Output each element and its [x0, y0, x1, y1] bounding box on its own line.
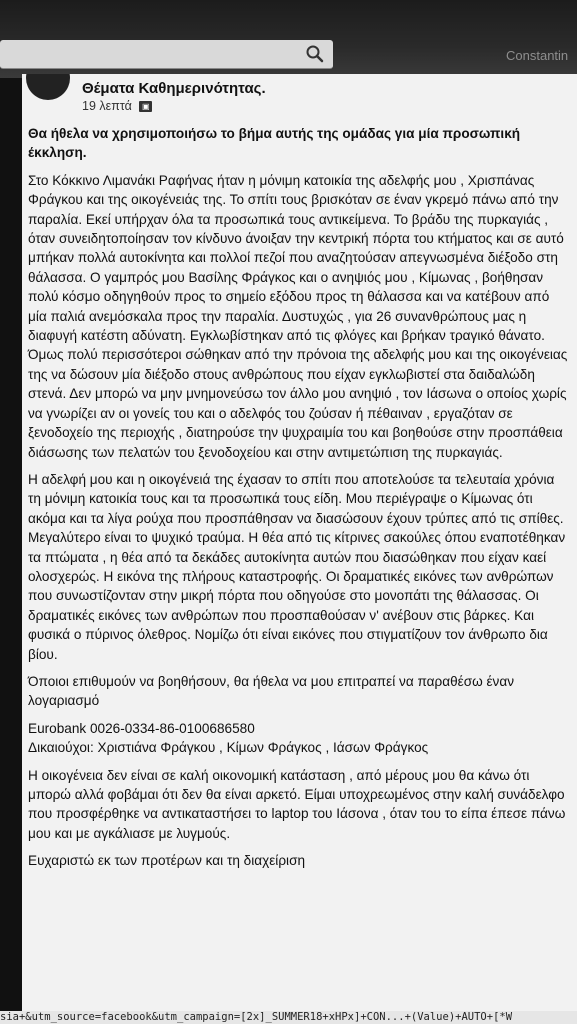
- post-card: [22, 74, 577, 1011]
- post-text: [28, 124, 570, 879]
- post-closing: Ευχαριστώ εκ των προτέρων και τη διαχείριση: [28, 853, 306, 869]
- browser-top-bar: [0, 0, 577, 78]
- status-bar-url: sia+&utm_source=facebook&utm_campaign=[2x]_SUMMER18+xHPx]+CON...+(Value)+AUTO+[*W: [0, 1011, 577, 1024]
- beneficiaries: Δικαιούχοι: Χριστιάνα Φράγκου , Κίμων Φράγκος , Ιάσων Φράγκος: [28, 740, 429, 756]
- post-intro: Θα ήθελα να χρησιμοποιήσω το βήμα αυτής της ομάδας για μία προσωπική έκκληση.: [28, 126, 521, 161]
- audience-group-icon: ▣: [139, 101, 152, 112]
- post-time-text: 19 λεπτά: [82, 99, 132, 113]
- post-paragraph-4: Η οικογένεια δεν είναι σε καλή οικονομική κατάσταση , από μέρους μου θα κάνω ότι μπορώ αλλά φοβάμαι ότι δεν θα είναι αρκετό. Είμαι υποχρεωμένος στην καλή συνάδελφο που προσφέρθηκε να αντικαταστήσει το laptop του Ιάσονα , όταν του το είπα έπεσε πάνω μου και με αγκάλιασε με λυγμούς.: [28, 767, 566, 841]
- group-avatar[interactable]: [26, 74, 70, 100]
- bank-account: Eurobank 0026-0334-86-0100686580: [28, 720, 255, 736]
- search-icon[interactable]: [305, 44, 325, 64]
- post-paragraph-3: Όποιοι επιθυμούν να βοηθήσουν, θα ήθελα να μου επιτραπεί να παραθέσω έναν λογαριασμό: [28, 673, 515, 709]
- post-paragraph-2: Η αδελφή μου και η οικογένειά της έχασαν το σπίτι που αποτελούσε τα τελευταία χρόνια τη μόνιμη κατοικία τους και τα προσωπικά τους είδη. Μου περιέγραψε ο Κίμωνας ότι ακόμα και τα λίγα ρούχα που προσπάθησαν να διασώσουν έχουν τρύπες από τις σπίθες. Μεγαλύτερο είναι το ψυχικό τραύμα. Η θέα από τις κίτρινες σακούλες όπου εναποτέθηκαν τα πτώματα , η θέα από τα δεκάδες αυτοκίνητα αυτών που διασώθηκαν που είχαν καεί ολοσχερώς. Η εικόνα της πλήρους καταστροφής. Οι δραματικές εικόνες των ανθρώπων που συνωστίζονταν στην μικρή πόρτα που οδηγούσε στο μονοπάτι της θάλασσας. Οι δραματικές εικόνες των ανθρώπων που προσπαθούσαν ν' ανέβουν στις βάρκες. Και φυσικά ο πύρινος όλεθρος. Νομίζω ότι είναι εικόνες που στιγματίζουν τον άνθρωπο δια βίου.: [28, 471, 566, 662]
- search-bar[interactable]: [0, 40, 333, 69]
- post-timestamp[interactable]: [82, 99, 152, 113]
- profile-name-link[interactable]: Constantin: [506, 48, 569, 63]
- group-name-link[interactable]: Θέματα Καθημερινότητας.: [82, 80, 266, 97]
- post-paragraph-1: Στο Κόκκινο Λιμανάκι Ραφήνας ήταν η μόνιμη κατοικία της αδελφής μου , Χρισπάνας Φράγκου και της οικογένειάς της. Το σπίτι τους βρισκόταν σε έναν γκρεμό πάνω από την παραλία. Εκεί υπήρχαν όλα τα προσωπικά τους αντικείμενα. Το βράδυ της πυρκαγιάς , όταν συνειδητοποίησαν τον κίνδυνο άνοιξαν την κεντρική πόρτα του κτήματος και σε αυτό μπήκαν πολλά αυτοκίνητα και πολλοί πεζοί που αναζητούσαν απεγνωσμένα διέξοδο στη θάλασσα. Ο γαμπρός μου Βασίλης Φράγκος και ο ανηψιός μου , Κίμωνας , βοήθησαν πολύ κόσμο οδηγηθούν προς το σημείο εξόδου προς τη θάλασσα και να κατέβουν από μία παλιά ανεμόσκαλα προς την παραλία. Δυστυχώς , για 26 συνανθρώπους μας η διαφυγή κατέστη αδύνατη. Εγκλωβίστηκαν από τις φλόγες και βρήκαν τραγικό θάνατο. Όμως πολύ περισσότεροι σώθηκαν από την πρόνοια της αδελφής μου και της οικογένειας της να δώσουν μία διέξοδο στους ανθρώπους που είχαν εγκλωβιστεί στα δαιδαλώδη στενά. Δεν μπορώ να μην μνημονεύσω τον άλλο μου ανηψιό , τον Ιάσωνα ο οποίος χωρίς να γνωρίζει αν οι γονείς του και ο αδελφός του ζούσαν ή πέθαιναν , εργαζόταν σε ξενοδοχείο της περιοχής , διατηρούσε την ψυχραιμία του και βοηθούσε στην προσπάθεια διάσωσης των πελατών του ξενοδοχείου και στην αντιμετώπιση της πυρκαγιάς.: [28, 172, 568, 460]
